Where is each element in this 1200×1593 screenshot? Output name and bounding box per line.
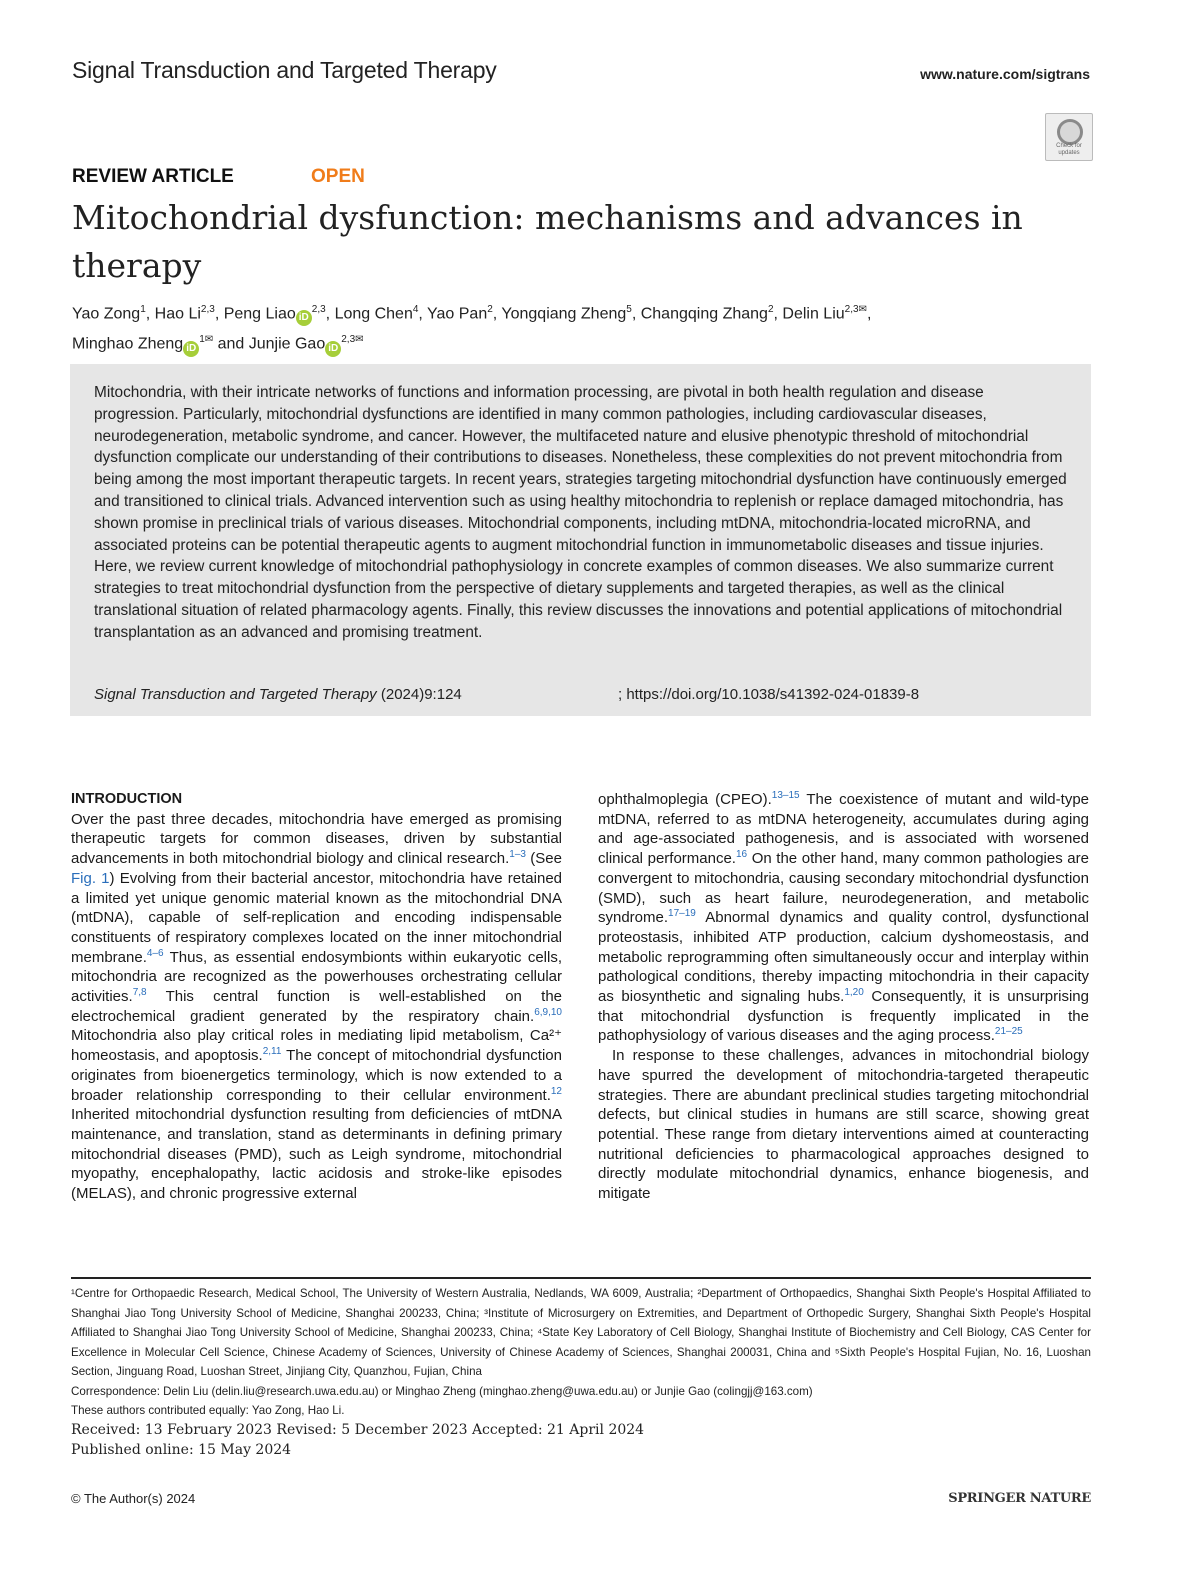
- open-access-label: OPEN: [311, 166, 365, 187]
- crossmark-ring: [1057, 119, 1083, 145]
- author-name[interactable]: Peng Liao: [223, 305, 296, 323]
- orcid-icon[interactable]: iD: [296, 310, 312, 326]
- citation-ref-link[interactable]: 13–15: [771, 790, 800, 801]
- author-name[interactable]: Yongqiang Zheng: [501, 305, 627, 323]
- author-affiliation-ref: 2: [487, 304, 493, 315]
- citation-journal: Signal Transduction and Targeted Therapy: [94, 686, 377, 703]
- crossmark-icon[interactable]: [1045, 113, 1093, 161]
- author-affiliation-ref: 5: [626, 304, 632, 315]
- correspondence-text: Correspondence: Delin Liu (delin.liu@research.uwa.edu.au) or Minghao Zheng (minghao.zheng@uwa.edu.au) or Junjie Gao (colingjj@163.com): [71, 1384, 813, 1398]
- body-column-right: [598, 790, 1089, 1204]
- author-name[interactable]: Hao Li: [154, 305, 201, 323]
- article-type-label: REVIEW ARTICLE: [72, 166, 234, 187]
- author-name[interactable]: Yao Zong: [72, 305, 141, 323]
- footnotes: [71, 1284, 1091, 1421]
- citation-ref-link[interactable]: 1,20: [844, 987, 864, 999]
- abstract-box: [70, 364, 1091, 716]
- footnote-divider: [71, 1277, 1091, 1279]
- crossmark-label: Check for updates: [1056, 143, 1082, 156]
- citation-ref-link[interactable]: 4–6: [146, 947, 164, 959]
- author-affiliation-ref: 2,3✉: [844, 304, 867, 315]
- journal-url-link[interactable]: www.nature.com/sigtrans: [920, 66, 1090, 82]
- author-affiliation-ref: 1: [140, 304, 146, 315]
- citation-ref-link[interactable]: 16: [735, 849, 748, 861]
- author-affiliation-ref: 2,3✉: [341, 334, 364, 346]
- journal-name: Signal Transduction and Targeted Therapy: [72, 57, 497, 83]
- dates-published: Published online: 15 May 2024: [71, 1442, 292, 1458]
- article-title: Mitochondrial dysfunction: mechanisms and advances in therapy: [72, 198, 1023, 285]
- body-column-left: [71, 790, 562, 1204]
- citation-ref-link[interactable]: 1–3: [509, 849, 526, 861]
- intro-paragraph-1: Over the past three decades, mitochondria have emerged as promising therapeutic targets for common diseases, driven by substantial advancements in both mitochondrial biology and clinical research.$^{1-3}$ (See Fig. 1) Evolving from their bacterial ancestor, mitochondria have retained a limited yet unique genomic material known as the mitochondrial DNA (mtDNA), capable of self-replication and encoding indispensable constituents of respiratory complexes located on the inner mitochondrial membrane.$^{4-6}$ Thus, as essential endosymbionts within eukaryotic cells, mitochondria are recognized as the powerhouses orchestrating cellular activities.$^{7,8}$ This central function is well-established on the electrochemical gradient generated by the respiratory chain.$^{6,9,10}$ Mitochondria also play critical roles in mediating lipid metabolism, Ca²⁺ homeostasis, and apoptosis.$^{2,11}$ The concept of mitochondrial dysfunction originates from bioenergetics terminology, which is now extended to a broader relationship corresponding to their cellular environment.$^{12}$ Inherited mitochondrial dysfunction resulting from deficiencies of mtDNA maintenance, and translation, stand as determinants in defining primary mitochondrial diseases (PMD), such as Leigh syndrome, mitochondrial myopathy, encephalopathy, lactic acidosis and stroke-like episodes (MELAS), and chronic progressive external: [71, 810, 563, 1203]
- equal-contribution-text: These authors contributed equally: Yao Zong, Hao Li.: [71, 1404, 345, 1417]
- figure-ref-link[interactable]: Fig. 1: [71, 869, 110, 887]
- author-affiliation-ref: 2,3: [200, 304, 215, 315]
- author-affiliation-ref: 1✉: [199, 334, 214, 346]
- author-name[interactable]: Junjie Gao: [248, 335, 326, 353]
- article-dates: [71, 1420, 644, 1460]
- affiliations-text: ¹Centre for Orthopaedic Research, Medical School, The University of Western Australia, Nedlands, WA 6009, Australia; ²Department of Orthopaedics, Shanghai Sixth People's Hospital Affiliated to Shanghai Jiao Tong University School of Medicine, Shanghai 200233, China; ³Institute of Microsurgery on Extremities, and Department of Orthopedic Surgery, Shanghai Sixth People's Hospital Affiliated to Shanghai Jiao Tong University School of Medicine, Shanghai 200233, China; ⁴State Key Laboratory of Cell Biology, Shanghai Institute of Biochemistry and Cell Biology, CAS Center for Excellence in Molecular Cell Science, Chinese Academy of Sciences, University of Chinese Academy of Sciences, Shanghai 200031, China and ⁵Sixth People's Hospital Fujian, No. 16, Luoshan Section, Jinguang Road, Luoshan Street, Jinjiang City, Quanzhou, Fujian, China: [71, 1287, 1091, 1378]
- doi-link[interactable]: ; https://doi.org/10.1038/s41392-024-01839-8: [618, 686, 920, 703]
- author-affiliation-ref: 4: [412, 304, 419, 315]
- orcid-icon[interactable]: iD: [325, 341, 341, 357]
- author-affiliation-ref: 2: [767, 304, 774, 315]
- author-list: Yao Zong$^1$, Hao Li$^{2,3}$, Peng Liao iD$^{2,3}$, Long Chen$^4$, Yao Pan$^2$, Yongqiang Zheng$^5$, Changqing Zhang$^2$, Delin Liu$^{2,3✉}$, Minghao Zheng $iD^{1✉}$ and Junjie Gao $iD^{2,3✉}$: [72, 297, 1102, 358]
- author-name[interactable]: Minghao Zheng: [72, 335, 184, 353]
- citation-ref-link[interactable]: 17–19: [668, 908, 696, 920]
- intro-paragraph-2: In response to these challenges, advances in mitochondrial biology have spurred the development of mitochondria-targeted therapeutic strategies. There are abundant preclinical studies targeting mitochondrial defects, but clinical studies in humans are still scarce, showing great potential. These range from dietary interventions aimed at counteracting nutritional deficiencies to pharmacological approaches designed to directly modulate mitochondrial dynamics, enhance biogenesis, and mitigate: [598, 1047, 1089, 1203]
- orcid-icon[interactable]: iD: [183, 341, 199, 357]
- citation-ref-link[interactable]: 7,8: [132, 987, 147, 999]
- author-affiliation-ref: 2,3: [311, 304, 326, 315]
- springer-nature-logo: SPRINGER NATURE: [948, 1491, 1091, 1506]
- author-name[interactable]: Delin Liu: [782, 305, 845, 323]
- author-name[interactable]: Changqing Zhang: [640, 305, 768, 323]
- author-name[interactable]: Yao Pan: [427, 305, 488, 323]
- citation-volume: (2024)9:124: [380, 686, 462, 703]
- citation-ref-link[interactable]: 21–25: [994, 1026, 1023, 1038]
- dates-received-revised-accepted: Received: 13 February 2023 Revised: 5 December 2023 Accepted: 21 April 2024: [71, 1422, 645, 1438]
- citation-ref-link[interactable]: 12: [550, 1085, 562, 1097]
- citation-ref-link[interactable]: 2,11: [262, 1046, 282, 1058]
- abstract-text: Mitochondria, with their intricate networks of functions and information processing, are pivotal in both health regulation and disease progression. Particularly, mitochondrial dysfunctions are identified in many common pathologies, including cardiovascular diseases, neurodegeneration, metabolic syndrome, and cancer. However, the multifaceted nature and elusive phenotypic threshold of mitochondrial dysfunction complicate our understanding of their contributions to diseases. Nonetheless, these complexities do not prevent mitochondria from being among the most important therapeutic targets. In recent years, strategies targeting mitochondrial dysfunction have continuously emerged and transitioned to clinical trials. Advanced intervention such as using healthy mitochondria to replenish or replace damaged mitochondria, has shown promise in preclinical trials of various diseases. Mitochondrial components, including mtDNA, mitochondria-located microRNA, and associated proteins can be potential therapeutic agents to augment mitochondrial function in immunometabolic diseases and tissue injuries. Here, we review current knowledge of mitochondrial pathophysiology in concrete examples of common diseases. We also summarize current strategies to treat mitochondrial dysfunction from the perspective of dietary supplements and targeted therapies, as well as the clinical translational situation of related pharmacology agents. Finally, this review discusses the innovations and potential applications of mitochondrial transplantation as an advanced and promising treatment.: [94, 384, 1067, 641]
- copyright-notice: © The Author(s) 2024: [71, 1491, 196, 1506]
- citation-ref-link[interactable]: 6,9,10: [534, 1006, 562, 1018]
- section-heading-introduction: INTRODUCTION: [71, 791, 183, 807]
- intro-paragraph-1-continued: ophthalmoplegia (CPEO).$^{13-15}$ The coexistence of mutant and wild-type mtDNA, referred to as mtDNA heterogeneity, accumulates during aging and age-associated pathogenesis, and is associated with worsened clinical performance.$^{16}$ On the other hand, many common pathologies are convergent to mitochondria, causing secondary mitochondrial dysfunction (SMD), such as heart failure, neurodegeneration, and metabolic syndrome.$^{17-19}$ Abnormal dynamics and quality control, dysfunctional proteostasis, inhibited ATP production, calcium dyshomeostasis, and metabolic reprogramming often simultaneously occur and interplay within pathological conditions, thereby impacting mitochondria in their capacity as biosynthetic and signaling hubs.$^{1,20}$ Consequently, it is unsurprising that mitochondrial dysfunction is frequently implicated in the pathophysiology of various diseases and the aging process.$^{21-25}$: [598, 790, 1090, 1045]
- citation-line: [94, 686, 462, 703]
- author-name[interactable]: Long Chen: [334, 305, 413, 323]
